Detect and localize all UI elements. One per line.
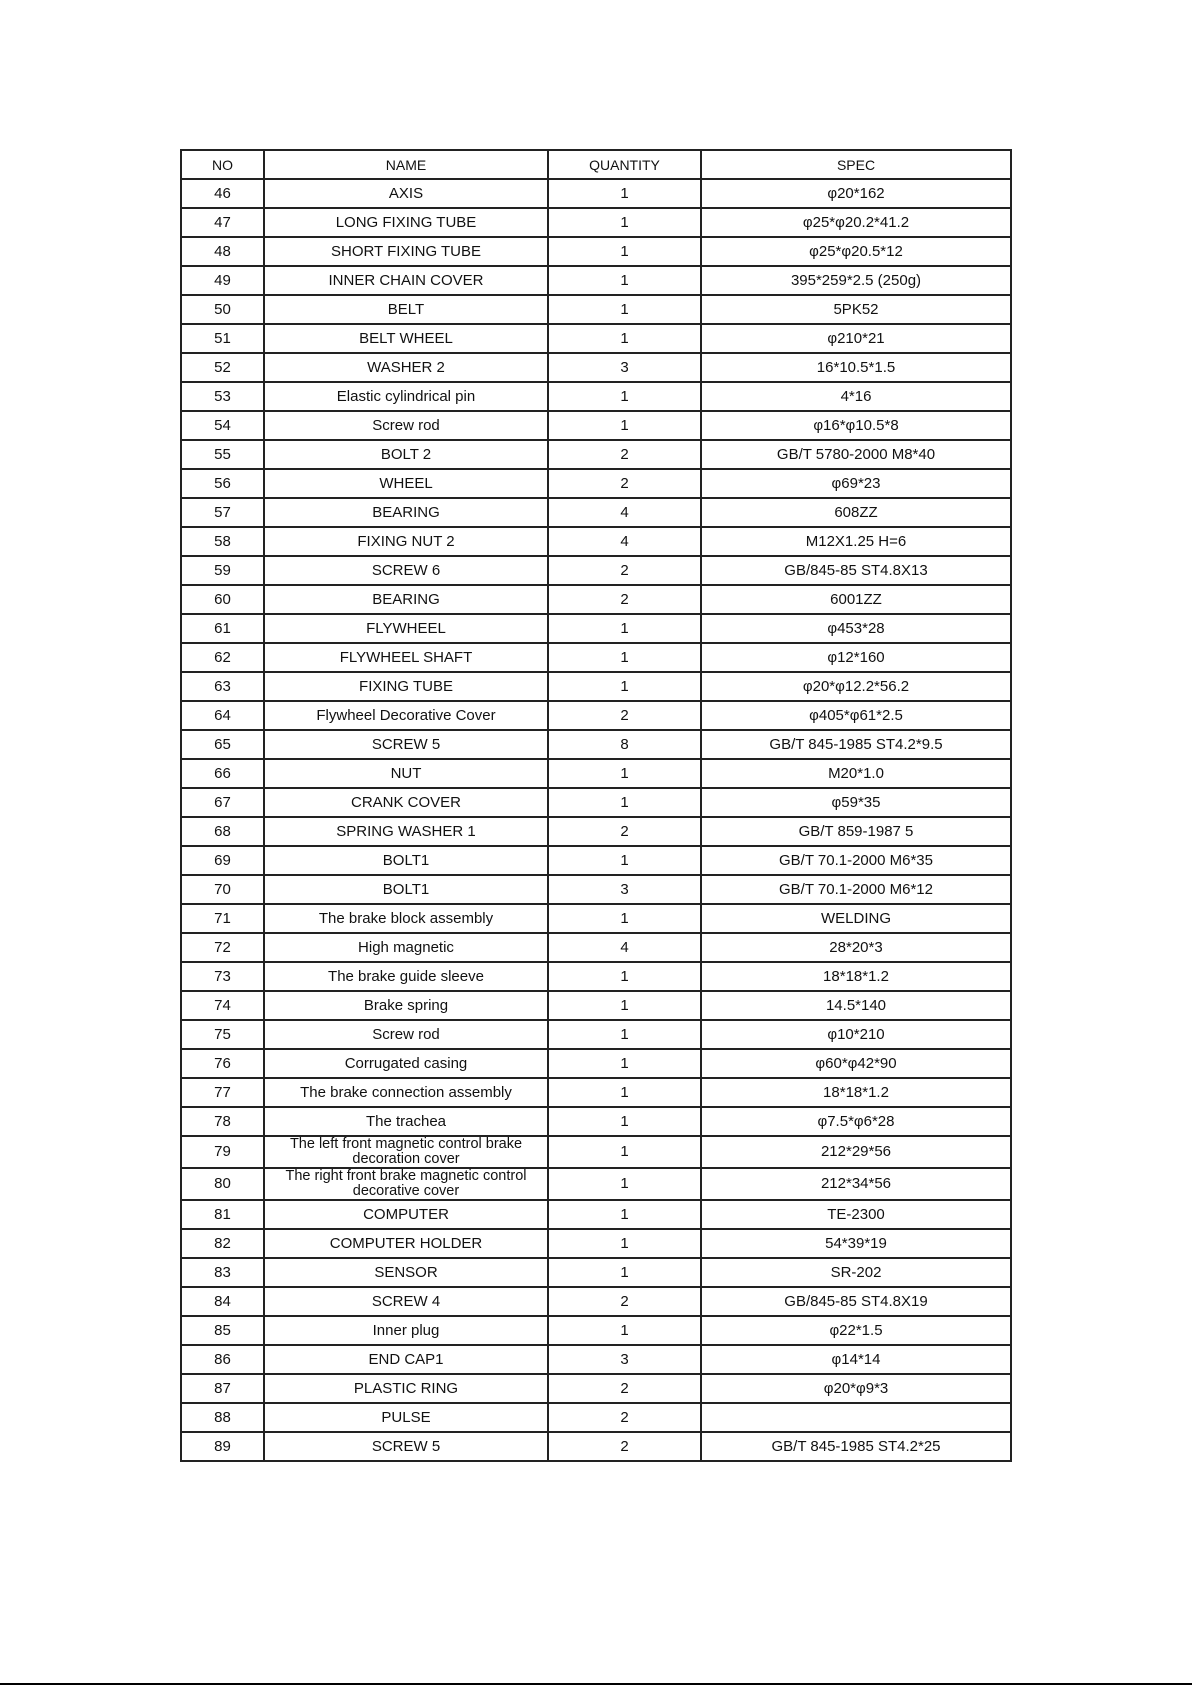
cell-no: 46: [181, 179, 264, 208]
table-row: [181, 353, 1011, 382]
cell-quantity: 1: [548, 382, 701, 411]
cell-name: Screw rod: [264, 411, 548, 440]
cell-spec: WELDING: [701, 904, 1011, 933]
table-row: [181, 701, 1011, 730]
cell-name: Inner plug: [264, 1316, 548, 1345]
header-no: NO: [181, 150, 264, 179]
cell-no: 56: [181, 469, 264, 498]
cell-spec: 608ZZ: [701, 498, 1011, 527]
table-row: [181, 469, 1011, 498]
cell-no: 71: [181, 904, 264, 933]
cell-no: 88: [181, 1403, 264, 1432]
header-spec: SPEC: [701, 150, 1011, 179]
cell-no: 74: [181, 991, 264, 1020]
header-quantity: QUANTITY: [548, 150, 701, 179]
cell-quantity: 1: [548, 759, 701, 788]
cell-name: NUT: [264, 759, 548, 788]
table-row: [181, 208, 1011, 237]
table-row: [181, 1136, 1011, 1168]
cell-spec: φ12*160: [701, 643, 1011, 672]
cell-quantity: 1: [548, 179, 701, 208]
cell-spec: 212*34*56: [701, 1168, 1011, 1200]
cell-quantity: 4: [548, 498, 701, 527]
table-row: [181, 556, 1011, 585]
table-row: [181, 266, 1011, 295]
cell-name: SCREW 5: [264, 730, 548, 759]
cell-quantity: 1: [548, 411, 701, 440]
table-row: [181, 382, 1011, 411]
cell-quantity: 1: [548, 1107, 701, 1136]
table-row: [181, 1107, 1011, 1136]
cell-quantity: 3: [548, 1345, 701, 1374]
cell-quantity: 8: [548, 730, 701, 759]
cell-quantity: 4: [548, 527, 701, 556]
cell-no: 65: [181, 730, 264, 759]
cell-quantity: 1: [548, 991, 701, 1020]
cell-name: SPRING WASHER 1: [264, 817, 548, 846]
cell-spec: GB/T 70.1-2000 M6*35: [701, 846, 1011, 875]
cell-spec: GB/T 859-1987 5: [701, 817, 1011, 846]
cell-spec: φ210*21: [701, 324, 1011, 353]
cell-no: 68: [181, 817, 264, 846]
cell-name: SCREW 6: [264, 556, 548, 585]
cell-spec: SR-202: [701, 1258, 1011, 1287]
cell-quantity: 2: [548, 817, 701, 846]
cell-quantity: 3: [548, 875, 701, 904]
cell-spec: GB/T 5780-2000 M8*40: [701, 440, 1011, 469]
cell-no: 58: [181, 527, 264, 556]
cell-name: FIXING TUBE: [264, 672, 548, 701]
table-row: [181, 585, 1011, 614]
table-row: [181, 962, 1011, 991]
cell-spec: φ7.5*φ6*28: [701, 1107, 1011, 1136]
cell-no: 70: [181, 875, 264, 904]
table-row: [181, 730, 1011, 759]
cell-quantity: 2: [548, 1287, 701, 1316]
cell-spec: φ14*14: [701, 1345, 1011, 1374]
cell-name: Screw rod: [264, 1020, 548, 1049]
cell-name: Elastic cylindrical pin: [264, 382, 548, 411]
cell-name: LONG FIXING TUBE: [264, 208, 548, 237]
cell-no: 79: [181, 1136, 264, 1168]
cell-name: The trachea: [264, 1107, 548, 1136]
cell-spec: φ20*φ9*3: [701, 1374, 1011, 1403]
table-row: [181, 1049, 1011, 1078]
cell-spec: 212*29*56: [701, 1136, 1011, 1168]
cell-no: 85: [181, 1316, 264, 1345]
cell-no: 63: [181, 672, 264, 701]
cell-name: AXIS: [264, 179, 548, 208]
cell-spec: 16*10.5*1.5: [701, 353, 1011, 382]
cell-no: 67: [181, 788, 264, 817]
cell-quantity: 2: [548, 556, 701, 585]
cell-name: The right front brake magnetic control decorative cover: [264, 1168, 548, 1200]
cell-name: The left front magnetic control brake decoration cover: [264, 1136, 548, 1168]
cell-name: SCREW 5: [264, 1432, 548, 1461]
cell-quantity: 3: [548, 353, 701, 382]
cell-name: INNER CHAIN COVER: [264, 266, 548, 295]
cell-no: 50: [181, 295, 264, 324]
table-row: [181, 1168, 1011, 1200]
cell-quantity: 2: [548, 440, 701, 469]
cell-spec: GB/T 845-1985 ST4.2*9.5: [701, 730, 1011, 759]
cell-spec: [701, 1403, 1011, 1432]
cell-quantity: 1: [548, 208, 701, 237]
cell-name: Brake spring: [264, 991, 548, 1020]
cell-no: 60: [181, 585, 264, 614]
cell-quantity: 1: [548, 1200, 701, 1229]
cell-name: BOLT1: [264, 846, 548, 875]
cell-no: 84: [181, 1287, 264, 1316]
cell-no: 61: [181, 614, 264, 643]
cell-name: COMPUTER HOLDER: [264, 1229, 548, 1258]
cell-spec: 4*16: [701, 382, 1011, 411]
cell-spec: φ20*162: [701, 179, 1011, 208]
cell-name: BELT WHEEL: [264, 324, 548, 353]
cell-no: 69: [181, 846, 264, 875]
cell-name: BOLT 2: [264, 440, 548, 469]
cell-name: SCREW 4: [264, 1287, 548, 1316]
cell-quantity: 1: [548, 237, 701, 266]
cell-spec: 28*20*3: [701, 933, 1011, 962]
table-header-row: [181, 150, 1011, 179]
cell-quantity: 2: [548, 585, 701, 614]
table-row: [181, 1020, 1011, 1049]
cell-name: SENSOR: [264, 1258, 548, 1287]
cell-no: 89: [181, 1432, 264, 1461]
table-row: [181, 440, 1011, 469]
cell-no: 57: [181, 498, 264, 527]
cell-quantity: 1: [548, 1316, 701, 1345]
cell-quantity: 1: [548, 788, 701, 817]
parts-table: [180, 149, 1012, 1462]
cell-no: 78: [181, 1107, 264, 1136]
table-row: [181, 991, 1011, 1020]
cell-name: BELT: [264, 295, 548, 324]
cell-name: CRANK COVER: [264, 788, 548, 817]
cell-no: 48: [181, 237, 264, 266]
cell-name: Corrugated casing: [264, 1049, 548, 1078]
cell-quantity: 4: [548, 933, 701, 962]
cell-no: 81: [181, 1200, 264, 1229]
cell-quantity: 1: [548, 324, 701, 353]
cell-spec: 5PK52: [701, 295, 1011, 324]
table-row: [181, 295, 1011, 324]
cell-spec: GB/T 845-1985 ST4.2*25: [701, 1432, 1011, 1461]
cell-quantity: 1: [548, 1258, 701, 1287]
table-body: [181, 179, 1011, 1461]
cell-name: BEARING: [264, 585, 548, 614]
cell-quantity: 1: [548, 295, 701, 324]
cell-name: BOLT1: [264, 875, 548, 904]
cell-name: WASHER 2: [264, 353, 548, 382]
cell-quantity: 1: [548, 1168, 701, 1200]
cell-spec: 54*39*19: [701, 1229, 1011, 1258]
cell-name: The brake connection assembly: [264, 1078, 548, 1107]
table-row: [181, 614, 1011, 643]
cell-no: 59: [181, 556, 264, 585]
table-row: [181, 237, 1011, 266]
cell-no: 80: [181, 1168, 264, 1200]
cell-quantity: 2: [548, 1374, 701, 1403]
cell-name: COMPUTER: [264, 1200, 548, 1229]
cell-no: 55: [181, 440, 264, 469]
cell-name: PULSE: [264, 1403, 548, 1432]
cell-quantity: 1: [548, 1136, 701, 1168]
cell-name: Flywheel Decorative Cover: [264, 701, 548, 730]
cell-quantity: 1: [548, 1229, 701, 1258]
cell-spec: 14.5*140: [701, 991, 1011, 1020]
table-row: [181, 1200, 1011, 1229]
table-row: [181, 179, 1011, 208]
table-row: [181, 933, 1011, 962]
cell-spec: φ20*φ12.2*56.2: [701, 672, 1011, 701]
cell-spec: φ405*φ61*2.5: [701, 701, 1011, 730]
cell-no: 72: [181, 933, 264, 962]
cell-name: The brake block assembly: [264, 904, 548, 933]
cell-spec: 6001ZZ: [701, 585, 1011, 614]
cell-quantity: 2: [548, 701, 701, 730]
cell-name: SHORT FIXING TUBE: [264, 237, 548, 266]
cell-no: 62: [181, 643, 264, 672]
table-row: [181, 1258, 1011, 1287]
table-row: [181, 904, 1011, 933]
cell-spec: φ22*1.5: [701, 1316, 1011, 1345]
cell-quantity: 2: [548, 1432, 701, 1461]
table-row: [181, 411, 1011, 440]
cell-name: WHEEL: [264, 469, 548, 498]
table-row: [181, 817, 1011, 846]
cell-no: 73: [181, 962, 264, 991]
cell-quantity: 1: [548, 1020, 701, 1049]
cell-spec: 18*18*1.2: [701, 1078, 1011, 1107]
cell-spec: φ16*φ10.5*8: [701, 411, 1011, 440]
cell-spec: φ59*35: [701, 788, 1011, 817]
cell-no: 83: [181, 1258, 264, 1287]
table-row: [181, 1374, 1011, 1403]
cell-name: END CAP1: [264, 1345, 548, 1374]
cell-no: 66: [181, 759, 264, 788]
table-row: [181, 1287, 1011, 1316]
cell-quantity: 1: [548, 672, 701, 701]
cell-quantity: 1: [548, 846, 701, 875]
cell-quantity: 1: [548, 614, 701, 643]
table-row: [181, 846, 1011, 875]
cell-spec: M12X1.25 H=6: [701, 527, 1011, 556]
cell-quantity: 2: [548, 469, 701, 498]
cell-spec: TE-2300: [701, 1200, 1011, 1229]
cell-spec: GB/845-85 ST4.8X13: [701, 556, 1011, 585]
cell-spec: φ10*210: [701, 1020, 1011, 1049]
cell-spec: GB/845-85 ST4.8X19: [701, 1287, 1011, 1316]
cell-quantity: 1: [548, 1049, 701, 1078]
cell-spec: GB/T 70.1-2000 M6*12: [701, 875, 1011, 904]
cell-spec: φ25*φ20.2*41.2: [701, 208, 1011, 237]
cell-no: 49: [181, 266, 264, 295]
cell-no: 77: [181, 1078, 264, 1107]
cell-spec: 395*259*2.5 (250g): [701, 266, 1011, 295]
cell-no: 75: [181, 1020, 264, 1049]
cell-quantity: 1: [548, 904, 701, 933]
cell-name: The brake guide sleeve: [264, 962, 548, 991]
cell-spec: φ60*φ42*90: [701, 1049, 1011, 1078]
cell-no: 47: [181, 208, 264, 237]
table-row: [181, 759, 1011, 788]
table-row: [181, 1229, 1011, 1258]
cell-no: 86: [181, 1345, 264, 1374]
table-row: [181, 875, 1011, 904]
cell-quantity: 1: [548, 266, 701, 295]
cell-no: 76: [181, 1049, 264, 1078]
cell-no: 54: [181, 411, 264, 440]
cell-spec: 18*18*1.2: [701, 962, 1011, 991]
cell-quantity: 1: [548, 1078, 701, 1107]
table-row: [181, 788, 1011, 817]
cell-spec: φ453*28: [701, 614, 1011, 643]
cell-name: High magnetic: [264, 933, 548, 962]
table-row: [181, 672, 1011, 701]
table-row: [181, 643, 1011, 672]
cell-spec: M20*1.0: [701, 759, 1011, 788]
cell-quantity: 1: [548, 962, 701, 991]
cell-no: 53: [181, 382, 264, 411]
cell-name: PLASTIC RING: [264, 1374, 548, 1403]
cell-no: 64: [181, 701, 264, 730]
cell-name: FIXING NUT 2: [264, 527, 548, 556]
cell-name: FLYWHEEL SHAFT: [264, 643, 548, 672]
table-row: [181, 1345, 1011, 1374]
cell-name: BEARING: [264, 498, 548, 527]
table-row: [181, 1403, 1011, 1432]
table-row: [181, 324, 1011, 353]
cell-name: FLYWHEEL: [264, 614, 548, 643]
cell-quantity: 1: [548, 643, 701, 672]
cell-spec: φ69*23: [701, 469, 1011, 498]
header-name: NAME: [264, 150, 548, 179]
cell-spec: φ25*φ20.5*12: [701, 237, 1011, 266]
table-row: [181, 1316, 1011, 1345]
cell-no: 82: [181, 1229, 264, 1258]
table-row: [181, 527, 1011, 556]
cell-no: 87: [181, 1374, 264, 1403]
cell-quantity: 2: [548, 1403, 701, 1432]
table-row: [181, 1432, 1011, 1461]
cell-no: 51: [181, 324, 264, 353]
cell-no: 52: [181, 353, 264, 382]
table-row: [181, 1078, 1011, 1107]
table-row: [181, 498, 1011, 527]
